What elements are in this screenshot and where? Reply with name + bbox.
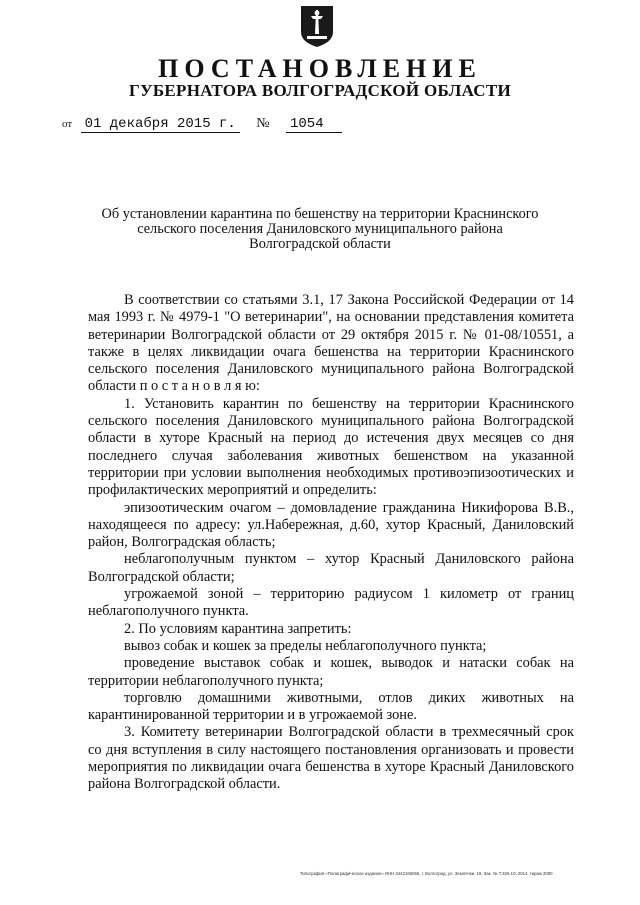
document-number: 1054 <box>286 116 342 133</box>
heading-line: сельского поселения Даниловского муниципального района <box>137 221 503 237</box>
coat-of-arms-emblem <box>299 4 335 48</box>
date-prefix: от <box>62 118 73 130</box>
paragraph-ban-trade: торговлю домашними животными, отлов диких животных на карантинированной территории и в угрожаемой зоне. <box>88 689 574 724</box>
paragraph-item-2: 2. По условиям карантина запретить: <box>124 620 352 637</box>
paragraph-preamble: В соответствии со статьями 3.1, 17 Закона Российской Федерации от 14 мая 1993 г. № 4979-1 "О ветеринарии", на основании представления комитета ветеринарии Волгоградской области от 29 октября 2015 г. № 01-08/10551, а также в целях ликвидации очага бешенства на территории Краснинского сельского поселения Даниловского муниципального района Волгоградской области п о с т а н о в л я ю: <box>88 292 574 395</box>
paragraph-item-1: 1. Установить карантин по бешенству на территории Краснинского сельского поселения Даниловского муниципального района Волгоградской области в хуторе Красный на период до истечения двух месяцев со дня последнего случая заболевания животных бешенством на указанной территории при условии выполнения необходимых противоэпизоотических и профилактических мероприятий и определить: <box>88 395 574 499</box>
heading-line: Волгоградской области <box>249 236 391 252</box>
date-number-line <box>62 116 342 133</box>
paragraph-epizootic-focus: эпизоотическим очагом – домовладение гражданина Никифорова В.В., находящееся по адресу: ул.Набережная, д.60, хутор Красный, Даниловский район, Волгоградская область; <box>88 499 574 551</box>
document-subtitle: ГУБЕРНАТОРА ВОЛГОГРАДСКОЙ ОБЛАСТИ <box>128 81 512 100</box>
paragraph-threatened-zone: угрожаемой зоной – территорию радиусом 1 километр от границ неблагополучного пункта. <box>88 586 574 620</box>
paragraph-item-3: 3. Комитету ветеринарии Волгоградской области в трехмесячный срок со дня вступления в силу настоящего постановления организовать и провести мероприятия по ликвидации очага бешенства в хуторе Красный Даниловского района Волгоградской области. <box>88 724 574 793</box>
document-body <box>88 292 574 794</box>
document-title: ПОСТАНОВЛЕНИЕ <box>158 54 482 83</box>
number-prefix: № <box>256 116 270 131</box>
paragraph-ban-export: вывоз собак и кошек за пределы неблагополучного пункта; <box>124 637 487 654</box>
document-heading <box>100 207 540 252</box>
paragraph-unfavorable-point: неблагополучным пунктом – хутор Красный Даниловского района Волгоградской области; <box>88 551 574 585</box>
heading-line: Об установлении карантина по бешенству на территории Краснинского <box>101 206 539 222</box>
document-date: 01 декабря 2015 г. <box>81 116 240 133</box>
printer-imprint: Типография «Полиграфическое издание» ИНН 3442166066, г. Волгоград, ул. Землячки, 19, Зак. № Т.326-10, 2014, тираж 2000 <box>300 871 553 876</box>
paragraph-ban-exhibitions: проведение выставок собак и кошек, выводок и натаски собак на территории неблагополучного пункта; <box>88 655 574 689</box>
